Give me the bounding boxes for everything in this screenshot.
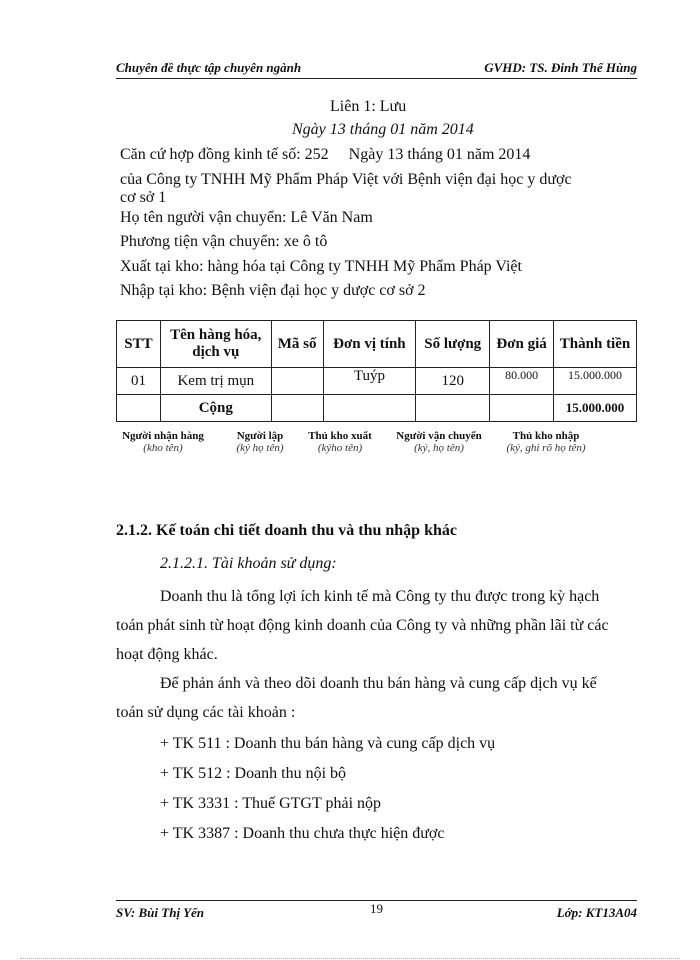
slip-date: Ngày 13 tháng 01 năm 2014 xyxy=(292,121,474,138)
paragraph-2-line-1: Để phản ánh và theo dõi doanh thu bán hàng và cung cấp dịch vụ kế xyxy=(160,675,597,692)
col-header-name: Tên hàng hóa, dịch vụ xyxy=(160,321,271,368)
signature-title: Người lập xyxy=(236,430,284,442)
signature-title: Thủ kho nhập xyxy=(512,430,580,442)
signature-note: (ký họ tên) xyxy=(236,442,284,454)
signature-note: (ký, họ tên) xyxy=(414,442,464,454)
cell-unit: Tuýp xyxy=(323,368,416,395)
footer-right: Lớp: KT13A04 xyxy=(556,905,637,920)
paragraph-1-line-3: hoạt động khác. xyxy=(116,646,218,663)
signature-receiving-keeper xyxy=(484,430,608,454)
col-header-unit: Đơn vị tính xyxy=(323,321,416,368)
paragraph-1-line-1: Doanh thu là tổng lợi ích kinh tế mà Công ty thu được trong kỳ hạch xyxy=(160,588,600,605)
paragraph-1-line-2: toán phát sinh từ hoạt động kinh doanh của Công ty và những phần lãi từ các xyxy=(116,617,609,634)
parties-line-2: cơ sở 1 xyxy=(120,189,167,206)
table-header-row xyxy=(117,321,637,368)
signature-note: (kýho tên) xyxy=(317,442,363,454)
total-label: Cộng xyxy=(160,395,271,422)
from-warehouse-line: Xuất tại kho: hàng hóa tại Công ty TNHH Mỹ Phẩm Pháp Việt xyxy=(120,258,522,275)
signature-receiver xyxy=(118,430,208,454)
page-number: 19 xyxy=(370,901,383,916)
cell-amount: 15.000.000 xyxy=(554,368,637,395)
section-subheading: 2.1.2.1. Tài khoản sử dụng: xyxy=(160,555,337,572)
account-item: + TK 3331 : Thuế GTGT phải nộp xyxy=(160,795,382,812)
signature-title: Thủ kho xuất xyxy=(308,430,372,442)
account-item: + TK 512 : Doanh thu nội bộ xyxy=(160,765,347,782)
table-row xyxy=(117,368,637,395)
col-header-qty: Số lượng xyxy=(416,321,490,368)
col-header-amount: Thành tiền xyxy=(554,321,637,368)
signature-preparer xyxy=(222,430,298,454)
cell-qty: 120 xyxy=(416,368,490,395)
table-total-row xyxy=(117,395,637,422)
total-amount: 15.000.000 xyxy=(554,395,637,422)
cell-price: 80.000 xyxy=(490,368,554,395)
goods-table xyxy=(116,320,637,422)
carrier-line: Họ tên người vận chuyển: Lê Văn Nam xyxy=(120,209,373,226)
col-header-price: Đơn giá xyxy=(490,321,554,368)
page-edge-rule xyxy=(20,958,680,959)
signature-title: Người nhận hàng xyxy=(122,430,204,442)
contract-line: Căn cứ hợp đồng kinh tế số: 252 Ngày 13 tháng 01 năm 2014 xyxy=(120,146,531,163)
to-warehouse-line: Nhập tại kho: Bệnh viện đại học y dược cơ sở 2 xyxy=(120,282,426,299)
section-heading: 2.1.2. Kế toán chi tiết doanh thu và thu nhập khác xyxy=(116,522,457,539)
col-header-code: Mã số xyxy=(271,321,323,368)
signature-title: Người vận chuyển xyxy=(396,430,482,442)
header-left: Chuyên đề thực tập chuyên ngành xyxy=(116,60,302,75)
cell-name: Kem trị mụn xyxy=(160,368,271,395)
signature-carrier xyxy=(380,430,498,454)
header-right: GVHD: TS. Đinh Thế Hùng xyxy=(484,60,637,75)
col-header-stt: STT xyxy=(117,321,161,368)
paragraph-2-line-2: toán sử dụng các tài khoản : xyxy=(116,704,296,721)
cell-stt: 01 xyxy=(117,368,161,395)
signature-note: (kho tên) xyxy=(143,442,183,454)
account-item: + TK 3387 : Doanh thu chưa thực hiện được xyxy=(160,825,445,842)
copy-label: Liên 1: Lưu xyxy=(330,98,407,115)
footer-left: SV: Bùi Thị Yến xyxy=(116,905,205,920)
cell-code xyxy=(271,368,323,395)
header-rule xyxy=(116,78,637,79)
vehicle-line: Phương tiện vận chuyển: xe ô tô xyxy=(120,233,328,250)
signature-issuing-keeper xyxy=(296,430,384,454)
signature-note: (ký, ghi rõ họ tên) xyxy=(506,442,586,454)
parties-line-1: của Công ty TNHH Mỹ Phẩm Pháp Việt với Bệnh viện đại học y dược xyxy=(120,171,572,188)
account-item: + TK 511 : Doanh thu bán hàng và cung cấp dịch vụ xyxy=(160,735,496,752)
